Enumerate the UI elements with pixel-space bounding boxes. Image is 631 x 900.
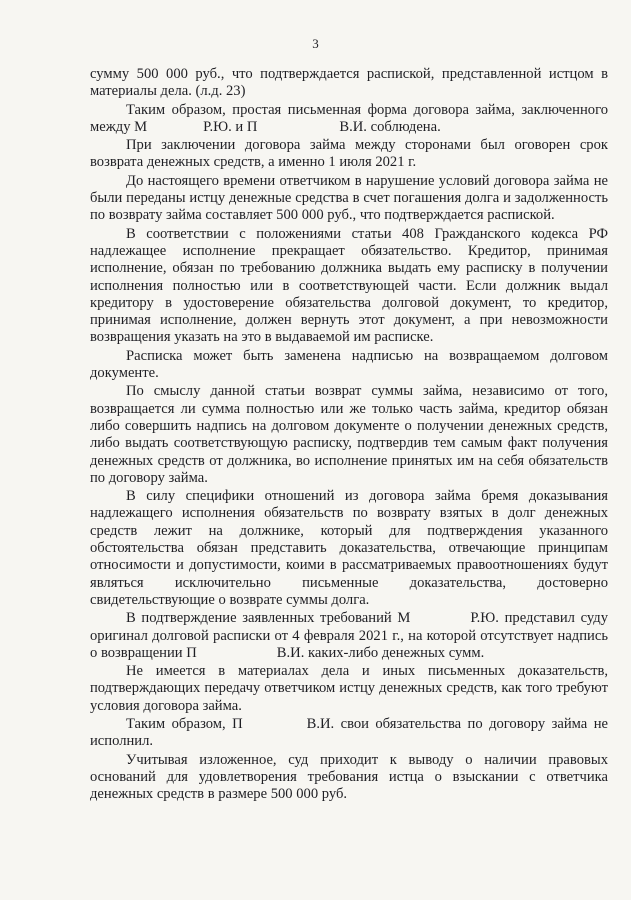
paragraph-11-part-a: Таким образом, П xyxy=(126,715,243,732)
paragraph-11-part-b: В.И. свои обязательства по договору займа не исполнил. xyxy=(90,715,608,750)
paragraph-10: Не имеется в материалах дела и иных письменных доказательств, подтверждающих передачу ответчиком истцу денежных средств, как того требуют условия договора займа. xyxy=(90,663,608,714)
paragraph-11 xyxy=(90,716,608,751)
paragraph-9 xyxy=(90,610,608,662)
paragraph-5: В соответствии с положениями статьи 408 Гражданского кодекса РФ надлежащее исполнение прекращает обязательство. Кредитор, принимая исполнение, обязан по требованию должника выдать ему расписку в получении исполнения полностью или в соответствующей части. Если должник выдал кредитору в удостоверение обязательства долговой документ, то кредитор, принимая исполнение, должен вернуть этот документ, а при невозможности возвращения указать на это в выдаваемой им расписке. xyxy=(90,225,608,346)
paragraph-2-part-a: Таким образом, простая письменная форма договора займа, заключенного между М xyxy=(90,101,608,135)
document-body xyxy=(90,66,608,804)
paragraph-9-part-a: В подтверждение заявленных требований М xyxy=(126,610,411,627)
paragraph-6: Расписка может быть заменена надписью на возвращаемом долговом документе. xyxy=(90,347,608,382)
paragraph-4: До настоящего времени ответчиком в нарушение условий договора займа не были переданы истцу денежные средства в счет погашения долга и задолженность по возврату займа составляет 500 000 руб., что подтверждается распиской. xyxy=(90,172,608,224)
paragraph-9-part-b: Р.Ю. представил суду оригинал долговой расписки от 4 февраля 2021 г., на которой отсутствует надпись о возвращении П xyxy=(90,610,608,661)
paragraph-9-part-c: В.И. каких-либо денежных сумм. xyxy=(276,644,485,661)
paragraph-2 xyxy=(90,102,608,137)
paragraph-7: По смыслу данной статьи возврат суммы займа, независимо от того, возвращается ли сумма полностью или же только часть займа, кредитор обязан либо совершить надпись на долговом документе о получении денежных средств, либо выдать соответствующую расписку, подтвердив тем самым факт получения денежных средств от должника, во исполнение принятых им на себя обязательств по договору займа. xyxy=(90,383,608,486)
page-number: 3 xyxy=(312,36,319,51)
paragraph-12: Учитывая изложенное, суд приходит к выводу о наличии правовых оснований для удовлетворения требования истца о взыскании с ответчика денежных средств в размере 500 000 руб. xyxy=(90,751,608,803)
paragraph-8: В силу специфики отношений из договора займа бремя доказывания надлежащего исполнения обязательств по возврату взятых в долг денежных средств лежит на должнике, который для подтверждения указанного обстоятельства обязан представить доказательства, отвечающие принципам относимости и допустимости, коими в рассматриваемых правоотношениях будут являться исключительно письменные доказательства, достоверно свидетельствующие о возврате суммы долга. xyxy=(90,488,608,608)
paragraph-1: сумму 500 000 руб., что подтверждается распиской, представленной истцом в материалы дела. (л.д. 23) xyxy=(90,66,608,100)
paragraph-2-part-c: В.И. соблюдена. xyxy=(339,118,441,135)
paragraph-2-part-b: Р.Ю. и П xyxy=(203,118,258,135)
paragraph-3: При заключении договора займа между сторонами был оговорен срок возврата денежных средств, а именно 1 июля 2021 г. xyxy=(90,137,608,171)
